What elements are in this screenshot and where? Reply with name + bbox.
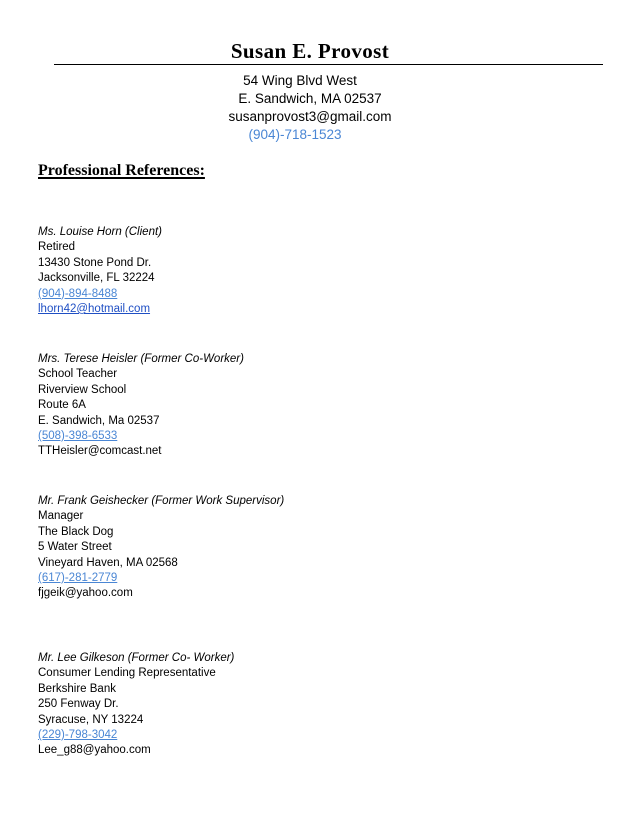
reference-name: Ms. Louise Horn (Client) — [38, 226, 162, 238]
reference-line: Manager — [38, 510, 84, 523]
reference-line: Route 6A — [38, 399, 86, 412]
reference-line: Vineyard Haven, MA 02568 — [38, 556, 178, 569]
reference-line: Consumer Lending Representative — [38, 667, 216, 680]
reference-line: Retired — [38, 241, 76, 254]
reference-line: 5 Water Street — [38, 541, 112, 554]
reference-email: fjgeik@yahoo.com — [38, 587, 133, 600]
reference-email-link[interactable]: lhorn42@hotmail.com — [38, 303, 151, 316]
reference-block — [38, 352, 244, 460]
reference-phone-link[interactable]: (229)-798-3042 — [38, 729, 118, 742]
reference-name: Mr. Lee Gilkeson (Former Co- Worker) — [38, 652, 235, 664]
reference-block — [38, 225, 162, 317]
reference-line: School Teacher — [38, 368, 118, 381]
section-title: Professional References: — [38, 162, 205, 179]
reference-line: Jacksonville, FL 32224 — [38, 272, 155, 285]
address-street: 54 Wing Blvd West — [243, 73, 357, 88]
reference-line: Syracuse, NY 13224 — [38, 713, 144, 726]
applicant-email: susanprovost3@gmail.com — [228, 109, 392, 124]
address-city: E. Sandwich, MA 02537 — [238, 91, 382, 106]
reference-email: TTHeisler@comcast.net — [38, 445, 162, 458]
applicant-phone[interactable]: (904)-718-1523 — [248, 127, 342, 142]
reference-block — [38, 494, 284, 602]
reference-email: Lee_g88@yahoo.com — [38, 744, 151, 757]
reference-line: 250 Fenway Dr. — [38, 698, 119, 711]
reference-name: Mrs. Terese Heisler (Former Co-Worker) — [38, 353, 244, 365]
reference-line: E. Sandwich, Ma 02537 — [38, 414, 160, 427]
reference-line: 13430 Stone Pond Dr. — [38, 256, 152, 269]
reference-phone-link[interactable]: (617)-281-2779 — [38, 572, 118, 585]
reference-line: The Black Dog — [38, 525, 114, 538]
reference-line: Berkshire Bank — [38, 682, 116, 695]
header-divider — [54, 64, 603, 65]
applicant-name: Susan E. Provost — [230, 39, 390, 63]
reference-phone-link[interactable]: (904)-894-8488 — [38, 287, 118, 300]
reference-line: Riverview School — [38, 383, 127, 396]
reference-block — [38, 651, 234, 759]
reference-phone-link[interactable]: (508)-398-6533 — [38, 430, 118, 443]
reference-name: Mr. Frank Geishecker (Former Work Supervisor) — [38, 495, 285, 507]
